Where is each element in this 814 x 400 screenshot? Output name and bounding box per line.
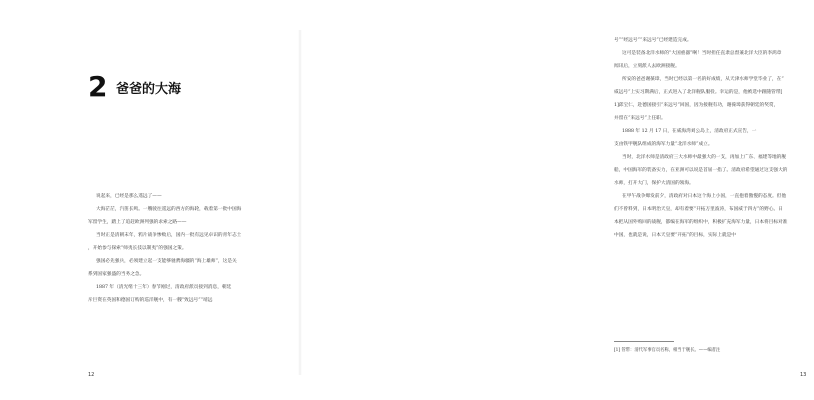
footnote: [1] 管带：清代军事官员名称，相当于舰长。——编者注 — [614, 348, 721, 353]
text-line: 说起来，已经是那么遥远了—— — [96, 194, 162, 199]
right-page-body — [614, 34, 814, 242]
text-line: 闻讯后，立刻派人去欧洲接舰。 — [614, 64, 680, 69]
right-page — [300, 0, 807, 400]
text-line: 强国必先强兵，必须建立起一支能够驰骋海疆的“海上雄师”，这是关 — [96, 259, 237, 264]
text-line: 当时正是清朝末年，鸦片战争惨败后，国内一批有远见卓识的青年志士 — [96, 233, 242, 238]
text-line: 斥巨资在英国和德国订购的巡洋舰中，有一艘“致远号”“靖远 — [88, 298, 213, 303]
text-line: 系到国家强盛的当务之急。 — [88, 272, 145, 277]
text-line: 1888 年 12 月 17 日，在威海湾刘公岛上，清政府正式宣告，一 — [622, 129, 757, 134]
page-number-left: 12 — [88, 372, 95, 378]
text-line: 们不曾料到，日本明治天皇，却有着要“开拓万里波涛，布国威于四方”的野心。日 — [614, 207, 783, 212]
text-line: 号”“经远号”“来远号”已经建造完成。 — [614, 38, 692, 43]
text-line: 船，中国海军的装备实力，在亚洲可以说是首屈一指了。清政府希望通过这支强大的 — [614, 168, 788, 173]
chapter-title: 爸爸的大海 — [116, 82, 182, 97]
text-line: 本把从国外购回的战舰，都编在海军的组织中，积极扩充海军力量，日本将目标对准 — [614, 220, 788, 225]
text-line: 大海茫茫，汽笛长鸣。一艘驶往遥远的西方的海轮，载着第一批中国海 — [96, 207, 242, 212]
text-line: 中国，也就是说，日本天皇要“开拓”的目标，实际上就是中 — [614, 233, 736, 238]
text-line: 军留学生，踏上了追赶欧洲列强的求索之路—— — [88, 220, 187, 225]
text-line: 1887 年（清光绪十三年）春节刚过，清政府派员接到消息，朝廷 — [96, 285, 232, 290]
text-line: 支由铁甲舰队组成的海军力量“北洋水师”成立。 — [614, 142, 713, 147]
text-line: 这可是装备北洋水师的“大国重器”啊！当时担任直隶总督兼北洋大臣的李鸿章 — [622, 51, 782, 56]
text-line: 1]邱宝仁，赴德国接引“来远号”回国，因为接舰有功，谢葆璋获得朝廷的奖赏， — [614, 103, 779, 108]
left-page — [0, 0, 300, 400]
text-line: 在甲午战争爆发前夕，清政府对日本这个海上小国，一直抱着傲慢的态度。但他 — [622, 194, 787, 199]
footnote-divider — [614, 341, 674, 342]
left-page-body — [88, 190, 266, 307]
text-line: 水师，打开大门，保护大清国的领海。 — [614, 181, 694, 186]
chapter-number: 2 — [88, 70, 108, 103]
text-line: 当时，北洋水师是清政府三大水师中最强大的一支，再加上广东、福建等地的舰 — [622, 155, 787, 160]
text-line: 威远号”上实习期满后，正式进入了北洋舰队服役。幸运的是，他被选中跟随管带[ — [614, 90, 783, 95]
text-line: 所安的爸爸谢葆璋，当时已经以第一名的好成绩，从天津水师学堂毕业了，在“ — [622, 77, 784, 82]
text-line: 并留在“来远号”上任职。 — [614, 116, 666, 121]
page-number-right: 13 — [800, 372, 807, 378]
text-line: ，开始参与探索“师夷长技以制夷”的强国之策。 — [88, 246, 187, 251]
